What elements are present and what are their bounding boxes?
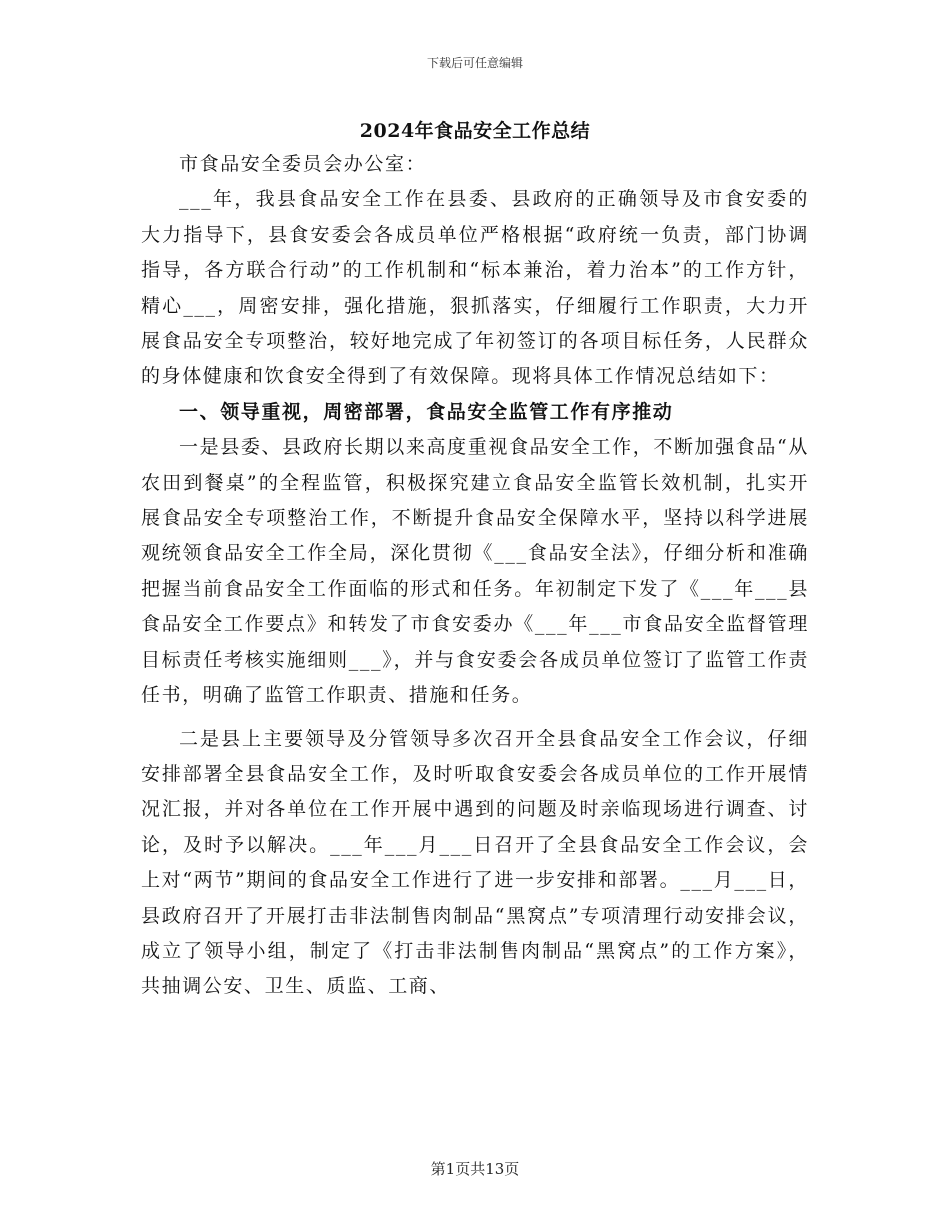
paragraph-point-2: 二是县上主要领导及分管领导多次召开全县食品安全工作会议，仔细安排部署全县食品安全工作，及时听取食安委会各成员单位的工作开展情况汇报，并对各单位在工作开展中遇到的问题及时亲临现场进行调查、讨论，及时予以解决。___年___月___日召开了全县食品安全工作会议，会上对“两节”期间的食品安全工作进行了进一步安排和部署。___月___日，县政府召开了开展打击非法制售肉制品“黑窝点”专项清理行动安排会议，成立了领导小组，制定了《打击非法制售肉制品“黑窝点”的工作方案》，共抽调公安、卫生、质监、工商、 xyxy=(141,727,809,998)
page-number-footer: 第1页共13页 xyxy=(430,1160,520,1178)
header-note: 下载后可任意编辑 xyxy=(426,56,523,70)
paragraph-intro: ___年，我县食品安全工作在县委、县政府的正确领导及市食安委的大力指导下，县食安委会各成员单位严格根据“政府统一负责，部门协调指导，各方联合行动”的工作机制和“标本兼治，着力治本”的工作方针，精心___，周密安排，强化措施，狠抓落实，仔细履行工作职责，大力开展食品安全专项整治，较好地完成了年初签订的各项目标任务，人民群众的身体健康和饮食安全得到了有效保障。现将具体工作情况总结如下： xyxy=(141,188,809,388)
document-body xyxy=(141,147,809,1005)
paragraph-point-1: 一是县委、县政府长期以来高度重视食品安全工作，不断加强食品“从农田到餐桌”的全程监管，积极探究建立食品安全监管长效机制，扎实开展食品安全专项整治工作，不断提升食品安全保障水平，坚持以科学进展观统领食品安全工作全局，深化贯彻《___食品安全法》，仔细分析和准确把握当前食品安全工作面临的形式和任务。年初制定下发了《___年___县食品安全工作要点》和转发了市食安委办《___年___市食品安全监督管理目标责任考核实施细则___》，并与食安委会各成员单位签订了监管工作责任书，明确了监管工作职责、措施和任务。 xyxy=(141,436,809,707)
section-heading-1: 一、领导重视，周密部署，食品安全监管工作有序推动 xyxy=(179,400,674,423)
document-title: 2024年食品安全工作总结 xyxy=(359,120,591,142)
addressee-line: 市食品安全委员会办公室： xyxy=(179,153,427,175)
